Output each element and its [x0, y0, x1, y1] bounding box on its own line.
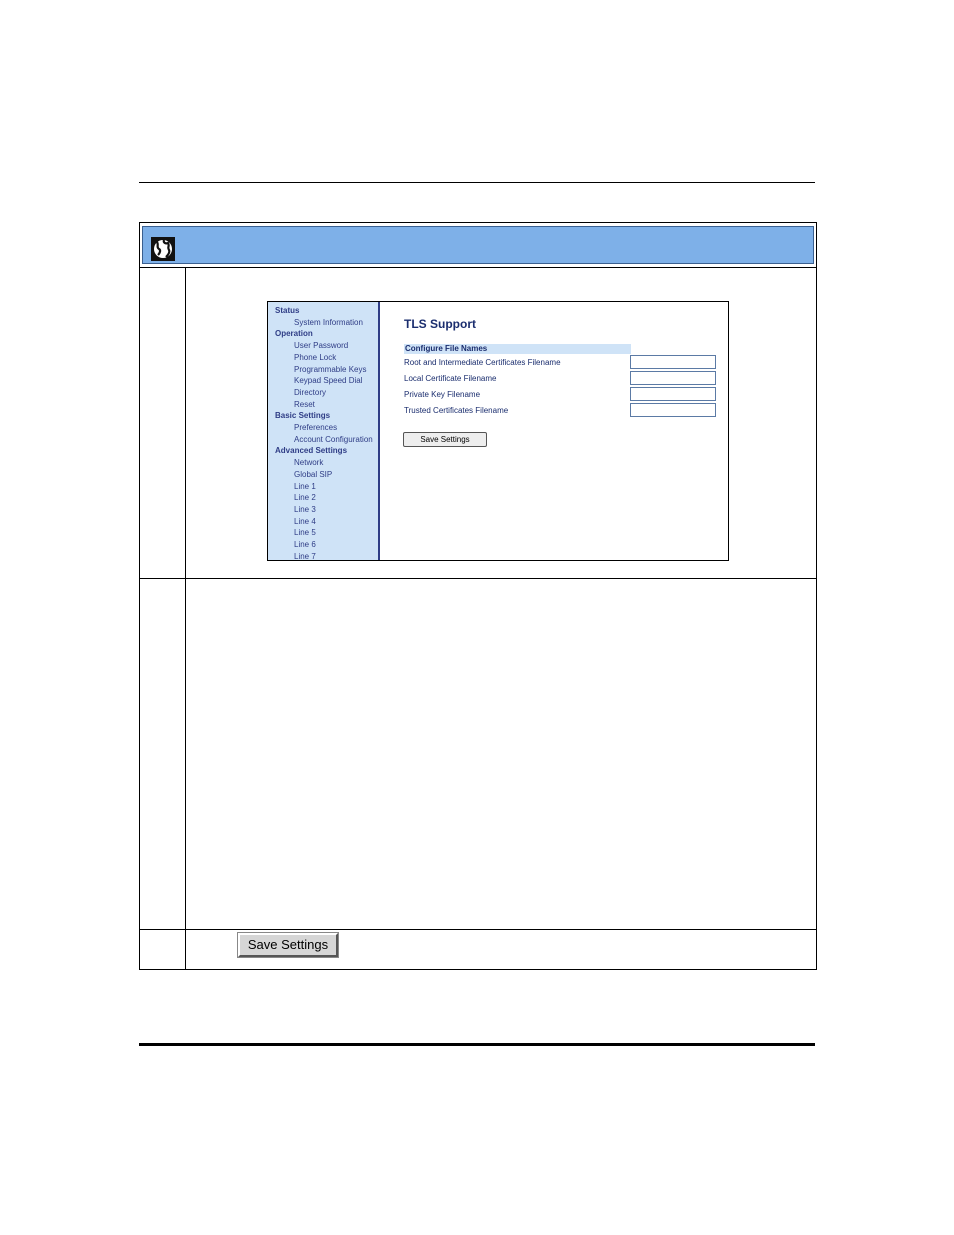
- sidebar-item-network[interactable]: Network: [294, 458, 324, 468]
- header-rule: [139, 182, 815, 183]
- sidebar-item-global-sip[interactable]: Global SIP: [294, 469, 333, 479]
- root-cert-label: Root and Intermediate Certificates Filename: [404, 358, 561, 367]
- sidebar-item-account-configuration[interactable]: Account Configuration: [294, 434, 373, 444]
- step-number-cell: [140, 930, 186, 969]
- procedure-header: [139, 222, 817, 268]
- footer-rule: [139, 1043, 815, 1046]
- sidebar-item-line-5[interactable]: Line 5: [294, 528, 316, 538]
- procedure-header-bar: [142, 226, 814, 264]
- save-settings-button[interactable]: Save Settings: [403, 432, 487, 447]
- sidebar-item-advanced-settings[interactable]: Advanced Settings: [275, 446, 348, 456]
- step-number-cell: [140, 268, 186, 578]
- sidebar-item-directory[interactable]: Directory: [294, 387, 327, 397]
- private-key-input[interactable]: [630, 387, 716, 401]
- save-settings-button-image[interactable]: Save Settings: [238, 933, 338, 957]
- sidebar-item-phone-lock[interactable]: Phone Lock: [294, 352, 337, 362]
- trusted-cert-label: Trusted Certificates Filename: [404, 406, 509, 415]
- local-cert-input[interactable]: [630, 371, 716, 385]
- sidebar-item-line-1[interactable]: Line 1: [294, 481, 316, 491]
- root-cert-input[interactable]: [630, 355, 716, 369]
- trusted-cert-input[interactable]: [630, 403, 716, 417]
- step-row-1: [139, 268, 817, 579]
- webui-sidebar: [268, 302, 380, 560]
- step-row-2: [139, 579, 817, 930]
- sidebar-item-operation[interactable]: Operation: [275, 329, 313, 339]
- section-heading: Configure File Names: [404, 344, 631, 354]
- sidebar-item-status[interactable]: Status: [275, 306, 300, 315]
- page-title: TLS Support: [404, 317, 476, 331]
- step-number-cell: [140, 579, 186, 929]
- sidebar-item-line-4[interactable]: Line 4: [294, 516, 316, 526]
- sidebar-item-system-information[interactable]: System Information: [294, 317, 363, 327]
- sidebar-item-basic-settings[interactable]: Basic Settings: [275, 411, 331, 421]
- sidebar-item-preferences[interactable]: Preferences: [294, 423, 338, 432]
- private-key-label: Private Key Filename: [404, 390, 481, 399]
- sidebar-item-programmable-keys[interactable]: Programmable Keys: [294, 364, 367, 374]
- sidebar-item-line-3[interactable]: Line 3: [294, 504, 316, 514]
- globe-icon: [151, 237, 175, 261]
- web-ui-screenshot: [267, 301, 729, 561]
- sidebar-item-reset[interactable]: Reset: [294, 399, 315, 409]
- sidebar-item-line-2[interactable]: Line 2: [294, 493, 316, 503]
- sidebar-item-keypad-speed-dial[interactable]: Keypad Speed Dial: [294, 376, 363, 386]
- procedure-table: [139, 222, 817, 970]
- step-row-3: [139, 930, 817, 970]
- local-cert-label: Local Certificate Filename: [404, 374, 497, 383]
- sidebar-item-line-7[interactable]: Line 7: [294, 551, 316, 560]
- sidebar-item-line-6[interactable]: Line 6: [294, 540, 316, 549]
- webui-main: [380, 302, 728, 560]
- sidebar-item-user-password[interactable]: User Password: [294, 341, 349, 351]
